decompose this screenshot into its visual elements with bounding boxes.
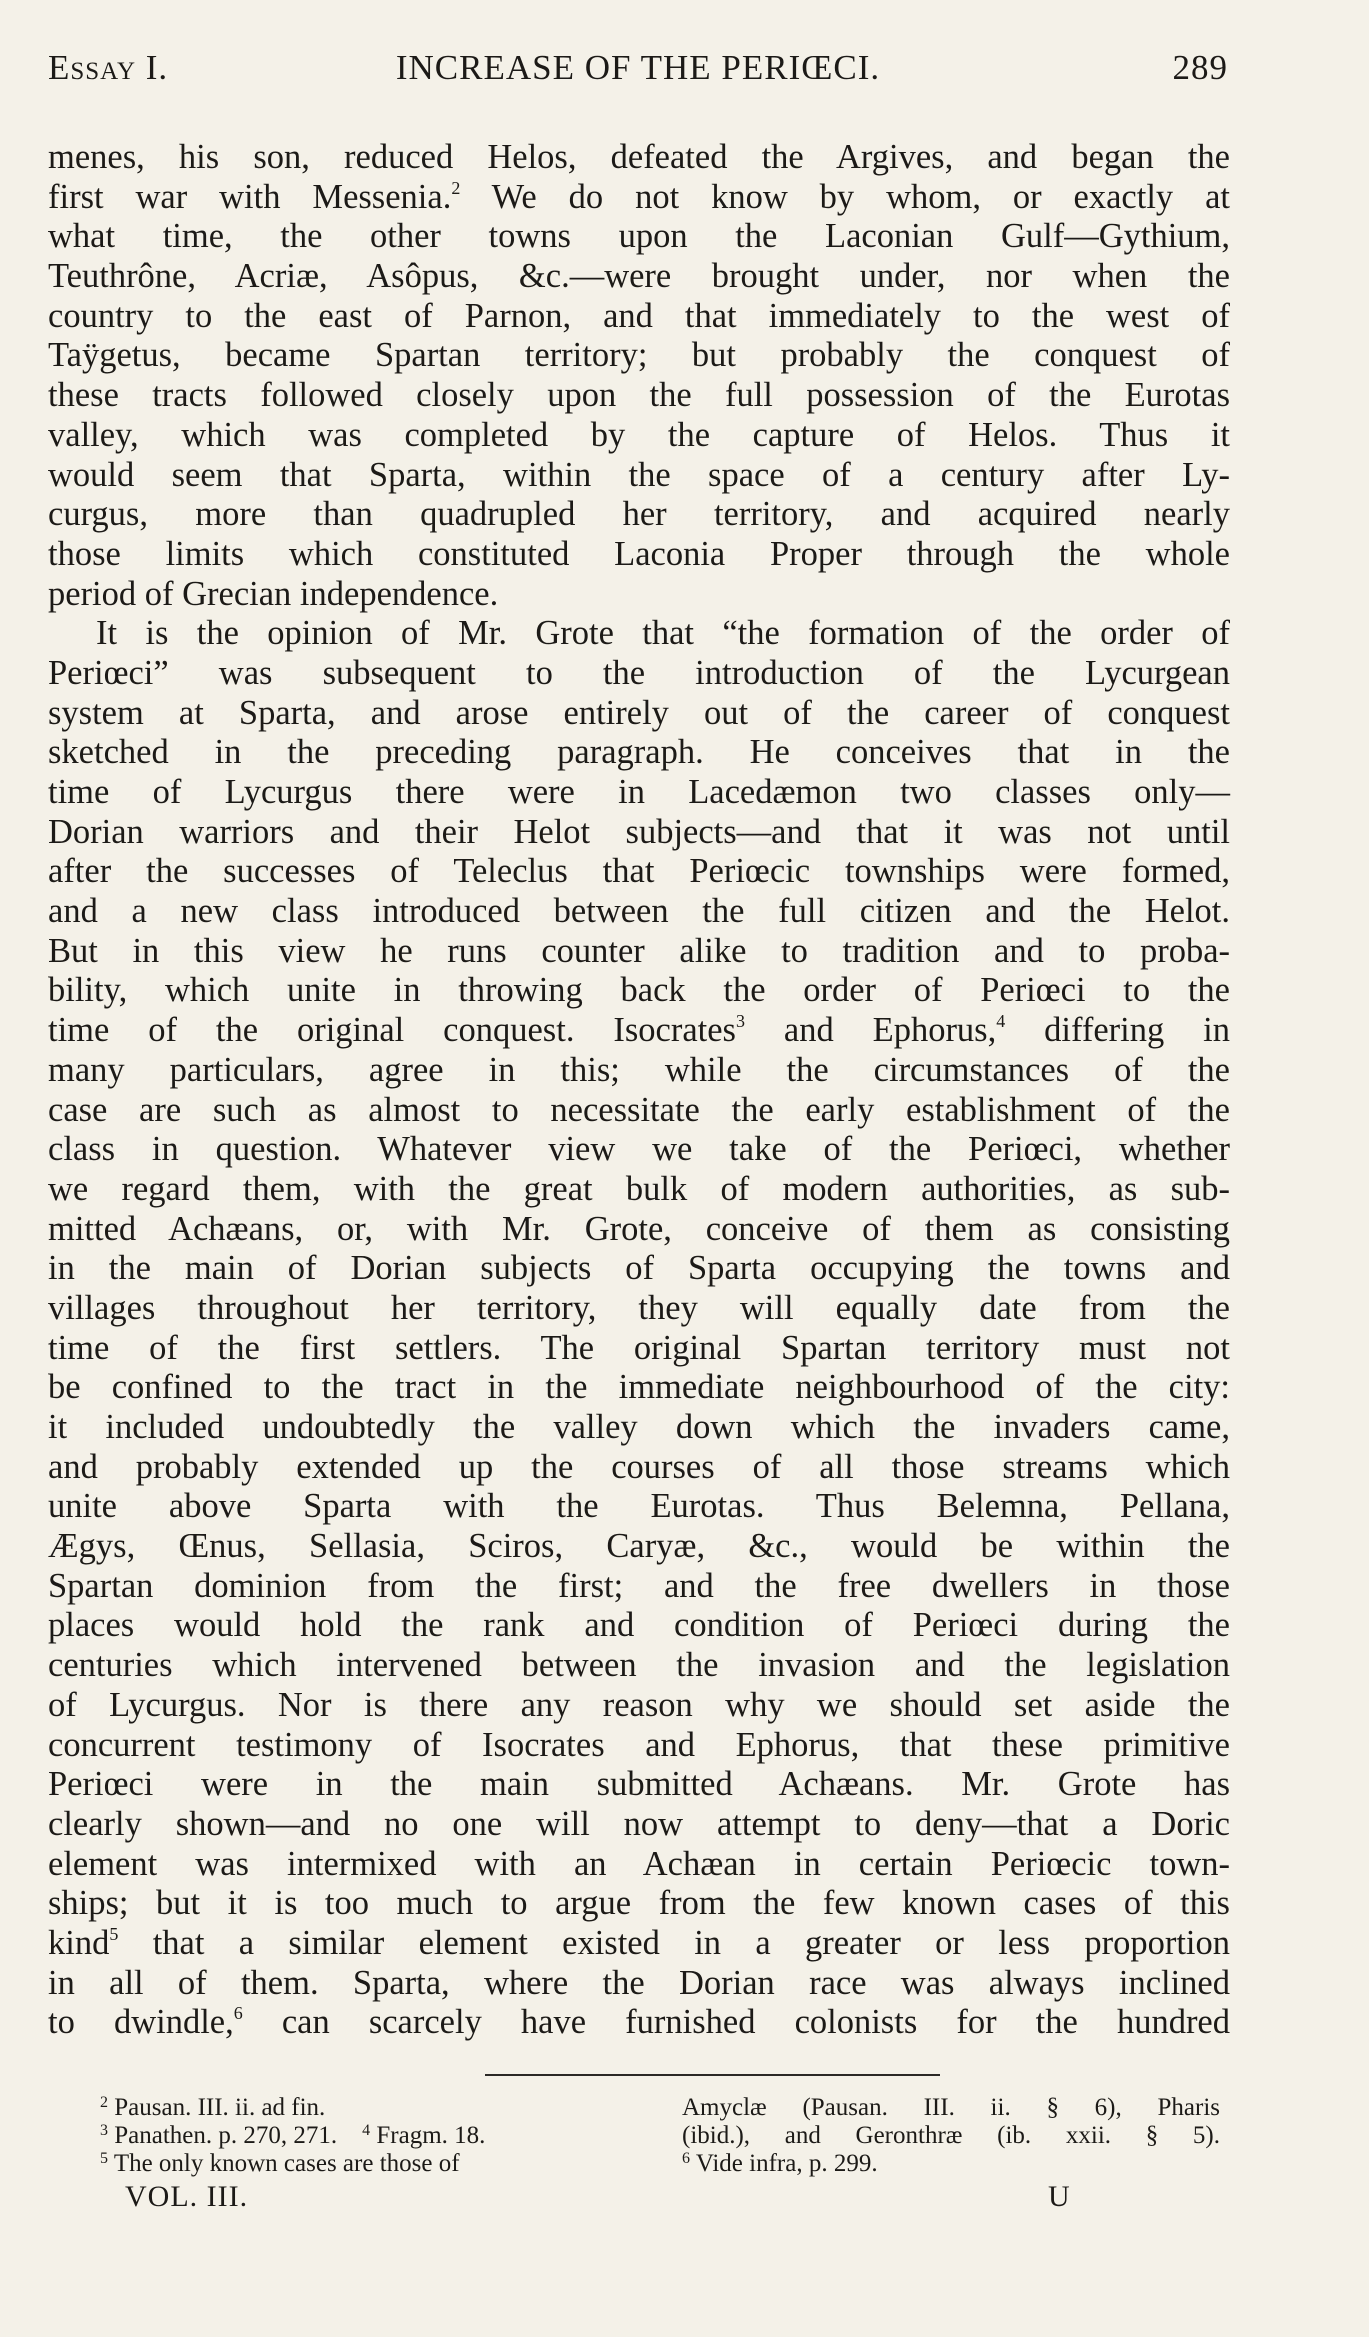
text-line: time of Lycurgus there were in Lacedæmon two classes only— <box>48 773 1230 811</box>
footnote-line <box>100 2094 1220 2122</box>
text-line: Spartan dominion from the first; and the free dwellers in those <box>48 1566 1230 1605</box>
text-line: Teuthrône, Acriæ, Asôpus, &c.—were brought under, nor when the <box>48 257 1230 296</box>
text-line: we regard them, with the great bulk of modern authorities, as sub- <box>48 1169 1230 1208</box>
text-line: element was intermixed with an Achæan in certain Periœcic town- <box>48 1844 1230 1883</box>
text-line: Dorian warriors and their Helot subjects—and that it was not until <box>48 812 1230 851</box>
text-line: concurrent testimony of Isocrates and Ephorus, that these primitive <box>48 1725 1230 1764</box>
footnote-text: Pausan. III. ii. ad fin. <box>114 2094 326 2121</box>
footnote-ref: 3 <box>735 1011 745 1032</box>
text-line: in the main of Dorian subjects of Sparta occupying the towns and <box>48 1249 1230 1288</box>
text-line: bility, which unite in throwing back the order of Periœci to the <box>48 971 1230 1010</box>
text-line: villages throughout her territory, they will equally date from the <box>48 1288 1230 1327</box>
text-line: what time, the other towns upon the Laconian Gulf—Gythium, <box>48 217 1230 256</box>
text-line: curgus, more than quadrupled her territory, and acquired nearly <box>48 495 1230 534</box>
text-line: class in question. Whatever view we take of the Periœci, whether <box>48 1130 1230 1169</box>
text-line: many particulars, agree in this; while the circumstances of the <box>48 1050 1230 1089</box>
footnote-text: Vide infra, p. 299. <box>695 2150 878 2177</box>
page-footer <box>48 2180 1230 2220</box>
footnote-line <box>100 2150 1220 2178</box>
text-line: centuries which intervened between the invasion and the legislation <box>48 1646 1230 1685</box>
text-line: clearly shown—and no one will now attempt to deny—that a Doric <box>48 1804 1230 1843</box>
running-head <box>48 48 1228 98</box>
running-title: INCREASE OF THE PERIŒCI. <box>395 48 881 87</box>
footnote-ref: 5 <box>109 1923 119 1944</box>
footnote-marker: 2 <box>100 2094 108 2111</box>
text-line: time of the first settlers. The original Spartan territory must not <box>48 1328 1230 1367</box>
footnotes <box>100 2094 1220 2178</box>
body-text <box>48 138 1230 2043</box>
text-line: period of Grecian independence. <box>48 574 499 613</box>
text-line: unite above Sparta with the Eurotas. Thus Belemna, Pellana, <box>48 1487 1230 1526</box>
text-line: be confined to the tract in the immediate neighbourhood of the city: <box>48 1368 1230 1407</box>
footnote-marker: 4 <box>362 2122 371 2139</box>
footnote-marker: 6 <box>682 2150 690 2167</box>
text-line: system at Sparta, and arose entirely out of the career of conquest <box>48 693 1230 732</box>
footnote-text: Amyclæ (Pausan. III. ii. § 6), Pharis <box>682 2094 1220 2121</box>
text-line: Ægys, Œnus, Sellasia, Sciros, Caryæ, &c., would be within the <box>48 1527 1230 1566</box>
page-number: 289 <box>1172 48 1228 87</box>
text-line: case are such as almost to necessitate the early establishment of the <box>48 1090 1230 1129</box>
text-line: of Lycurgus. Nor is there any reason why we should set aside the <box>48 1685 1230 1724</box>
text-line: menes, his son, reduced Helos, defeated the Argives, and began the <box>48 138 1230 176</box>
text-line: Taÿgetus, became Spartan territory; but probably the conquest of <box>48 336 1230 375</box>
footnote-marker: 3 <box>100 2122 108 2139</box>
text-line: country to the east of Parnon, and that immediately to the west of <box>48 296 1230 335</box>
text-line: ships; but it is too much to argue from the few known cases of this <box>48 1884 1230 1923</box>
text-line: places would hold the rank and condition of Periœci during the <box>48 1606 1230 1645</box>
essay-label: Essay I. <box>48 48 169 87</box>
footnote-text: (ibid.), and Geronthræ (ib. xxii. § 5). <box>682 2122 1220 2149</box>
text-line: and a new class introduced between the full citizen and the Helot. <box>48 892 1230 931</box>
text-line: time of the original conquest. Isocrates$^3$ and Ephorus,$^4$ differing in <box>48 1011 1230 1050</box>
text-line: valley, which was completed by the capture of Helos. Thus it <box>48 415 1230 454</box>
text-line: Periœci were in the main submitted Achæans. Mr. Grote has <box>48 1765 1230 1804</box>
text-line: those limits which constituted Laconia Proper through the whole <box>48 534 1230 573</box>
footnote-text: Panathen. p. 270, 271. <box>114 2122 338 2149</box>
text-line: Periœci” was subsequent to the introduction of the Lycurgean <box>48 653 1230 692</box>
text-line: But in this view he runs counter alike to tradition and to proba- <box>48 931 1230 970</box>
footnote-line <box>100 2122 1220 2150</box>
text-line: these tracts followed closely upon the full possession of the Eurotas <box>48 376 1230 415</box>
signature-mark: U <box>1048 2180 1071 2213</box>
text-line: first war with Messenia.$^2$ We do not know by whom, or exactly at <box>48 177 1230 216</box>
text-line: it included undoubtedly the valley down which the invaders came, <box>48 1408 1230 1446</box>
footnote-ref: 6 <box>233 2003 243 2024</box>
footnote-marker: 5 <box>100 2150 108 2167</box>
footnote-ref: 4 <box>996 1011 1006 1032</box>
footnote-text: Fragm. 18. <box>376 2122 486 2149</box>
text-line: in all of them. Sparta, where the Dorian race was always inclined <box>48 1963 1230 2002</box>
text-line: kind$^5$ that a similar element existed in a greater or less proportion <box>48 1923 1230 1962</box>
volume-label: VOL. III. <box>125 2180 249 2213</box>
text-line: to dwindle,$^6$ can scarcely have furnished colonists for the hundred <box>48 2003 1230 2042</box>
text-line: mitted Achæans, or, with Mr. Grote, conceive of them as consisting <box>48 1209 1230 1248</box>
footnote-ref: 2 <box>451 177 461 198</box>
paragraph-start: It is the opinion of Mr. Grote that “the formation of the order of <box>96 614 1230 653</box>
text-line: and probably extended up the courses of all those streams which <box>48 1447 1230 1486</box>
text-line: sketched in the preceding paragraph. He conceives that in the <box>48 733 1230 772</box>
footnote-text: The only known cases are those of <box>113 2150 460 2177</box>
text-line: after the successes of Teleclus that Periœcic townships were formed, <box>48 852 1230 891</box>
footnote-rule <box>485 2074 940 2076</box>
text-line: would seem that Sparta, within the space of a century after Ly- <box>48 455 1230 494</box>
